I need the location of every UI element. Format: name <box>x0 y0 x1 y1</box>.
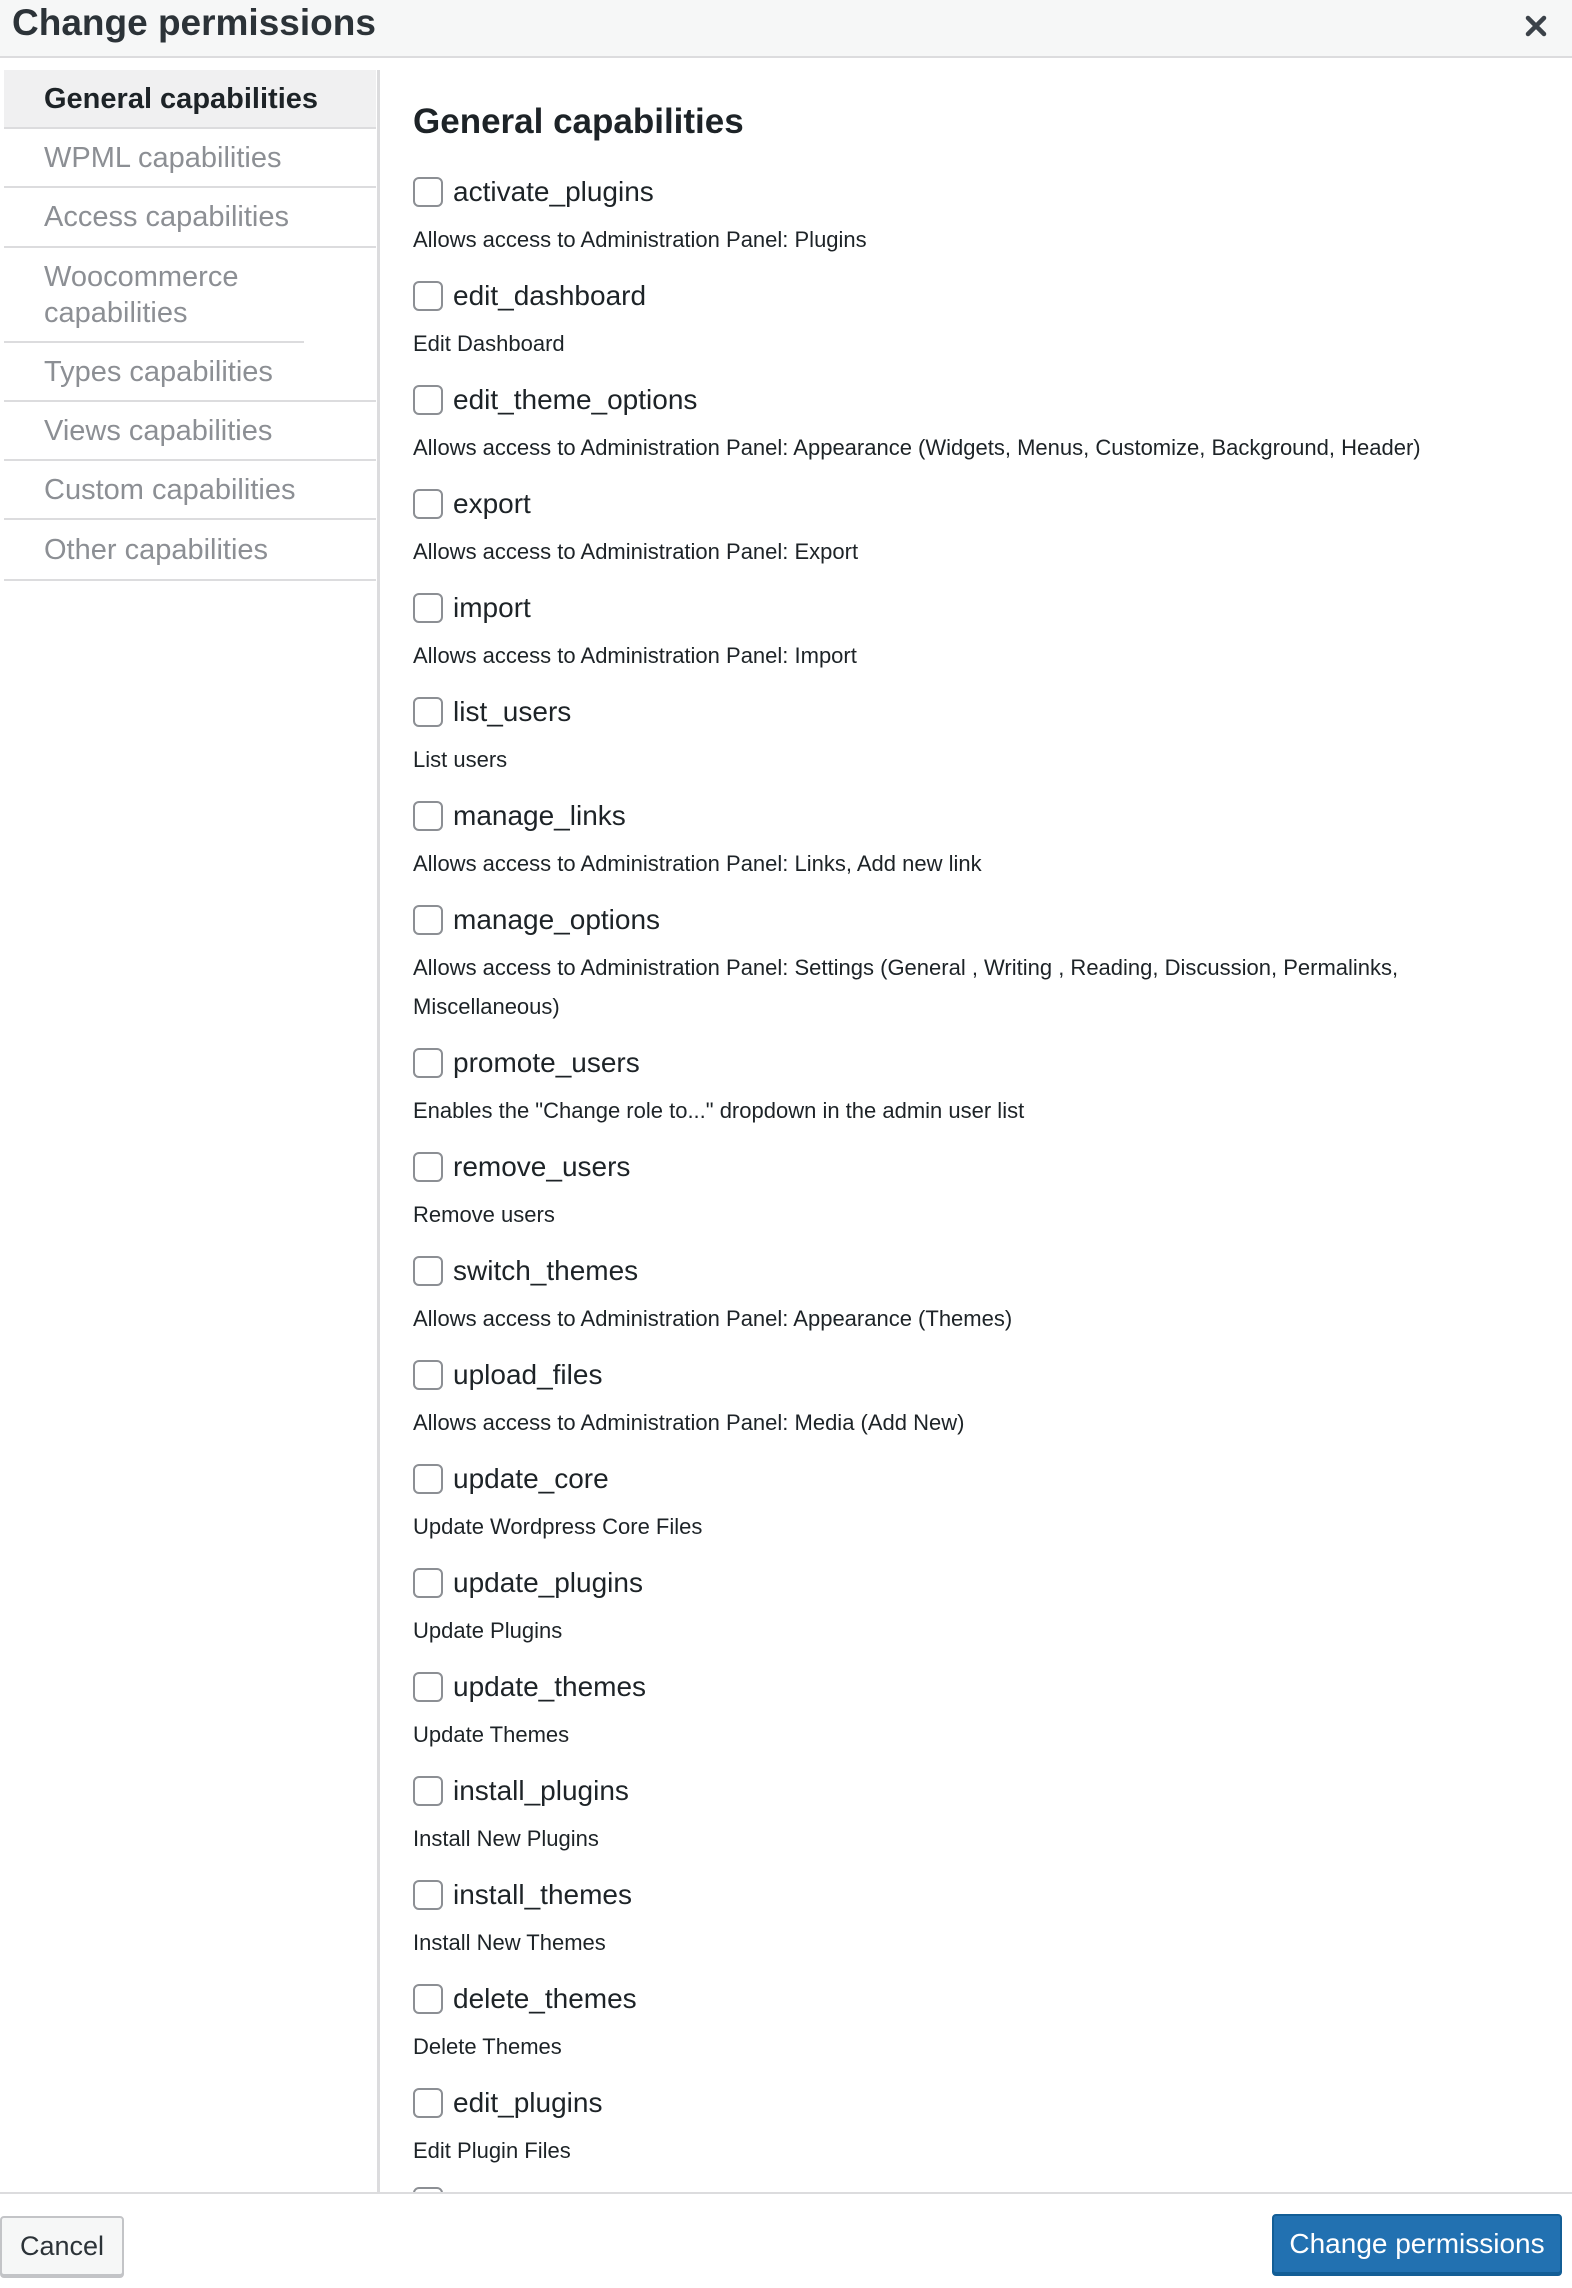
capability-toggle[interactable] <box>413 172 654 212</box>
capability-checkbox[interactable] <box>413 1360 443 1390</box>
capability-name: edit_theme_options <box>453 384 698 415</box>
capability-item <box>413 900 1553 1043</box>
capability-checkbox[interactable] <box>413 1672 443 1702</box>
capability-name: delete_themes <box>453 1983 637 2014</box>
capability-toggle[interactable] <box>413 1979 637 2019</box>
capability-item <box>413 588 1553 692</box>
capability-description: Allows access to Administration Panel: Links, Add new link <box>413 851 982 876</box>
capability-description: Install New Themes <box>413 1930 606 1955</box>
capability-toggle[interactable] <box>413 692 571 732</box>
capabilities-menu <box>0 70 376 581</box>
capability-description: Update Plugins <box>413 1618 563 1643</box>
capability-description: Edit Plugin Files <box>413 2138 571 2163</box>
capability-name: upload_files <box>453 1359 603 1390</box>
sidebar-item-general[interactable] <box>4 70 376 129</box>
capability-description: Remove users <box>413 1202 555 1227</box>
capability-checkbox[interactable] <box>413 2088 443 2118</box>
capability-description: Edit Dashboard <box>413 331 565 356</box>
capability-name: manage_options <box>453 904 661 935</box>
capability-toggle[interactable] <box>413 2083 602 2123</box>
capability-item <box>413 1043 1553 1147</box>
capabilities-sidebar <box>0 70 380 2192</box>
sidebar-item-label: WPML capabilities <box>44 141 282 174</box>
sidebar-item-label: Other capabilities <box>44 533 269 566</box>
sidebar-item-other[interactable] <box>4 520 376 581</box>
capability-checkbox[interactable] <box>413 177 443 207</box>
capability-item <box>413 796 1553 900</box>
capability-description: Allows access to Administration Panel: Appearance (Widgets, Menus, Customize, Background, Header) <box>413 435 1421 460</box>
capability-item <box>413 1459 1553 1563</box>
capability-description: Allows access to Administration Panel: Media (Add New) <box>413 1410 965 1435</box>
capability-name: import <box>453 592 531 623</box>
sidebar-item-label: General capabilities <box>44 82 319 115</box>
capability-toggle[interactable] <box>413 1771 629 1811</box>
capability-description: Update Themes <box>413 1722 570 1747</box>
capability-item <box>413 2083 1553 2187</box>
capability-toggle[interactable] <box>413 1459 609 1499</box>
capability-name: update_themes <box>453 1671 647 1702</box>
sidebar-item-label: Woocommerce capabilities <box>44 260 239 329</box>
capability-checkbox[interactable] <box>413 1464 443 1494</box>
capability-item <box>413 1251 1553 1355</box>
capability-item <box>413 276 1553 380</box>
capability-name: export <box>453 488 531 519</box>
capability-description: Allows access to Administration Panel: Import <box>413 643 857 668</box>
capability-item <box>413 1147 1553 1251</box>
sidebar-item-label: Views capabilities <box>44 414 273 447</box>
capability-checkbox[interactable] <box>413 801 443 831</box>
capability-name: promote_users <box>453 1047 640 1078</box>
capability-toggle[interactable] <box>413 380 697 420</box>
capability-checkbox[interactable] <box>413 1152 443 1182</box>
cancel-button[interactable]: Cancel <box>0 2216 124 2276</box>
capability-toggle[interactable] <box>413 1043 640 1083</box>
capability-description: Enables the "Change role to..." dropdown in the admin user list <box>413 1098 1025 1123</box>
capability-checkbox[interactable] <box>413 1880 443 1910</box>
capability-name: switch_themes <box>453 1255 639 1286</box>
sidebar-item-views[interactable] <box>4 402 376 461</box>
sidebar-item-wpml[interactable] <box>4 129 376 188</box>
capability-item <box>413 1875 1553 1979</box>
capability-item <box>413 380 1553 484</box>
capability-name: edit_dashboard <box>453 280 647 311</box>
capability-checkbox[interactable] <box>413 697 443 727</box>
capability-checkbox[interactable] <box>413 385 443 415</box>
capability-checkbox[interactable] <box>413 905 443 935</box>
capabilities-panel <box>413 70 1553 2192</box>
capability-name: update_core <box>453 1463 609 1494</box>
capability-toggle[interactable] <box>413 276 646 316</box>
capability-checkbox[interactable] <box>413 281 443 311</box>
capability-item <box>413 1355 1553 1459</box>
capability-item <box>413 1667 1553 1771</box>
sidebar-item-label: Access capabilities <box>44 201 289 233</box>
dialog-title: Change permissions <box>12 2 376 43</box>
capability-toggle[interactable] <box>413 1563 643 1603</box>
capability-toggle[interactable] <box>413 796 626 836</box>
sidebar-item-woocommerce[interactable] <box>4 248 304 343</box>
section-title: General capabilities <box>413 102 744 141</box>
capability-description: Allows access to Administration Panel: Appearance (Themes) <box>413 1306 1013 1331</box>
close-button[interactable] <box>1514 4 1558 48</box>
capability-toggle[interactable] <box>413 900 660 940</box>
capability-item <box>413 484 1553 588</box>
capability-name: remove_users <box>453 1151 631 1182</box>
capability-item <box>413 1563 1553 1667</box>
capability-name: update_plugins <box>453 1567 643 1598</box>
capability-checkbox[interactable] <box>413 1776 443 1806</box>
capability-description: Delete Themes <box>413 2034 562 2059</box>
capability-name: edit_plugins <box>453 2087 603 2118</box>
capability-description: Allows access to Administration Panel: Export <box>413 539 859 564</box>
capability-description: Update Wordpress Core Files <box>413 1514 703 1539</box>
capability-description: List users <box>413 747 508 772</box>
capability-checkbox[interactable] <box>413 489 443 519</box>
capability-list <box>413 172 1553 2192</box>
sidebar-item-access[interactable] <box>4 188 376 248</box>
sidebar-item-label: Types capabilities <box>44 355 273 388</box>
capability-name: install_themes <box>453 1879 632 1910</box>
capability-toggle[interactable] <box>413 1251 638 1291</box>
capability-item <box>413 1979 1553 2083</box>
capability-checkbox[interactable] <box>413 593 443 623</box>
dialog-header <box>0 0 1572 58</box>
capability-description: Allows access to Administration Panel: Plugins <box>413 227 867 252</box>
capability-checkbox[interactable] <box>413 1256 443 1286</box>
close-icon <box>1524 14 1548 38</box>
capability-checkbox[interactable] <box>413 1048 443 1078</box>
sidebar-item-types[interactable] <box>4 343 376 402</box>
sidebar-item-label: Custom capabilities <box>44 473 296 506</box>
capability-description: Install New Plugins <box>413 1826 599 1851</box>
capability-toggle[interactable] <box>413 588 531 628</box>
capability-item <box>413 692 1553 796</box>
sidebar-item-custom[interactable] <box>4 461 376 520</box>
change-permissions-button[interactable]: Change permissions <box>1272 2214 1562 2274</box>
capability-checkbox[interactable] <box>413 1568 443 1598</box>
capability-item <box>413 172 1553 276</box>
capability-item <box>413 1771 1553 1875</box>
capability-toggle[interactable] <box>413 1355 602 1395</box>
capability-toggle[interactable] <box>413 484 531 524</box>
dialog-footer <box>0 2192 1572 2288</box>
capability-name: activate_plugins <box>453 176 654 207</box>
capability-name: install_plugins <box>453 1775 629 1806</box>
capability-name: list_users <box>453 696 572 727</box>
capability-name: manage_links <box>453 800 626 831</box>
capability-toggle[interactable] <box>413 1667 646 1707</box>
capability-description: Allows access to Administration Panel: Settings (General , Writing , Reading, Discussion, Permalinks, Miscellaneous) <box>413 955 1399 1019</box>
capability-checkbox[interactable] <box>413 1984 443 2014</box>
capability-toggle[interactable] <box>413 1147 630 1187</box>
capability-toggle[interactable] <box>413 1875 632 1915</box>
